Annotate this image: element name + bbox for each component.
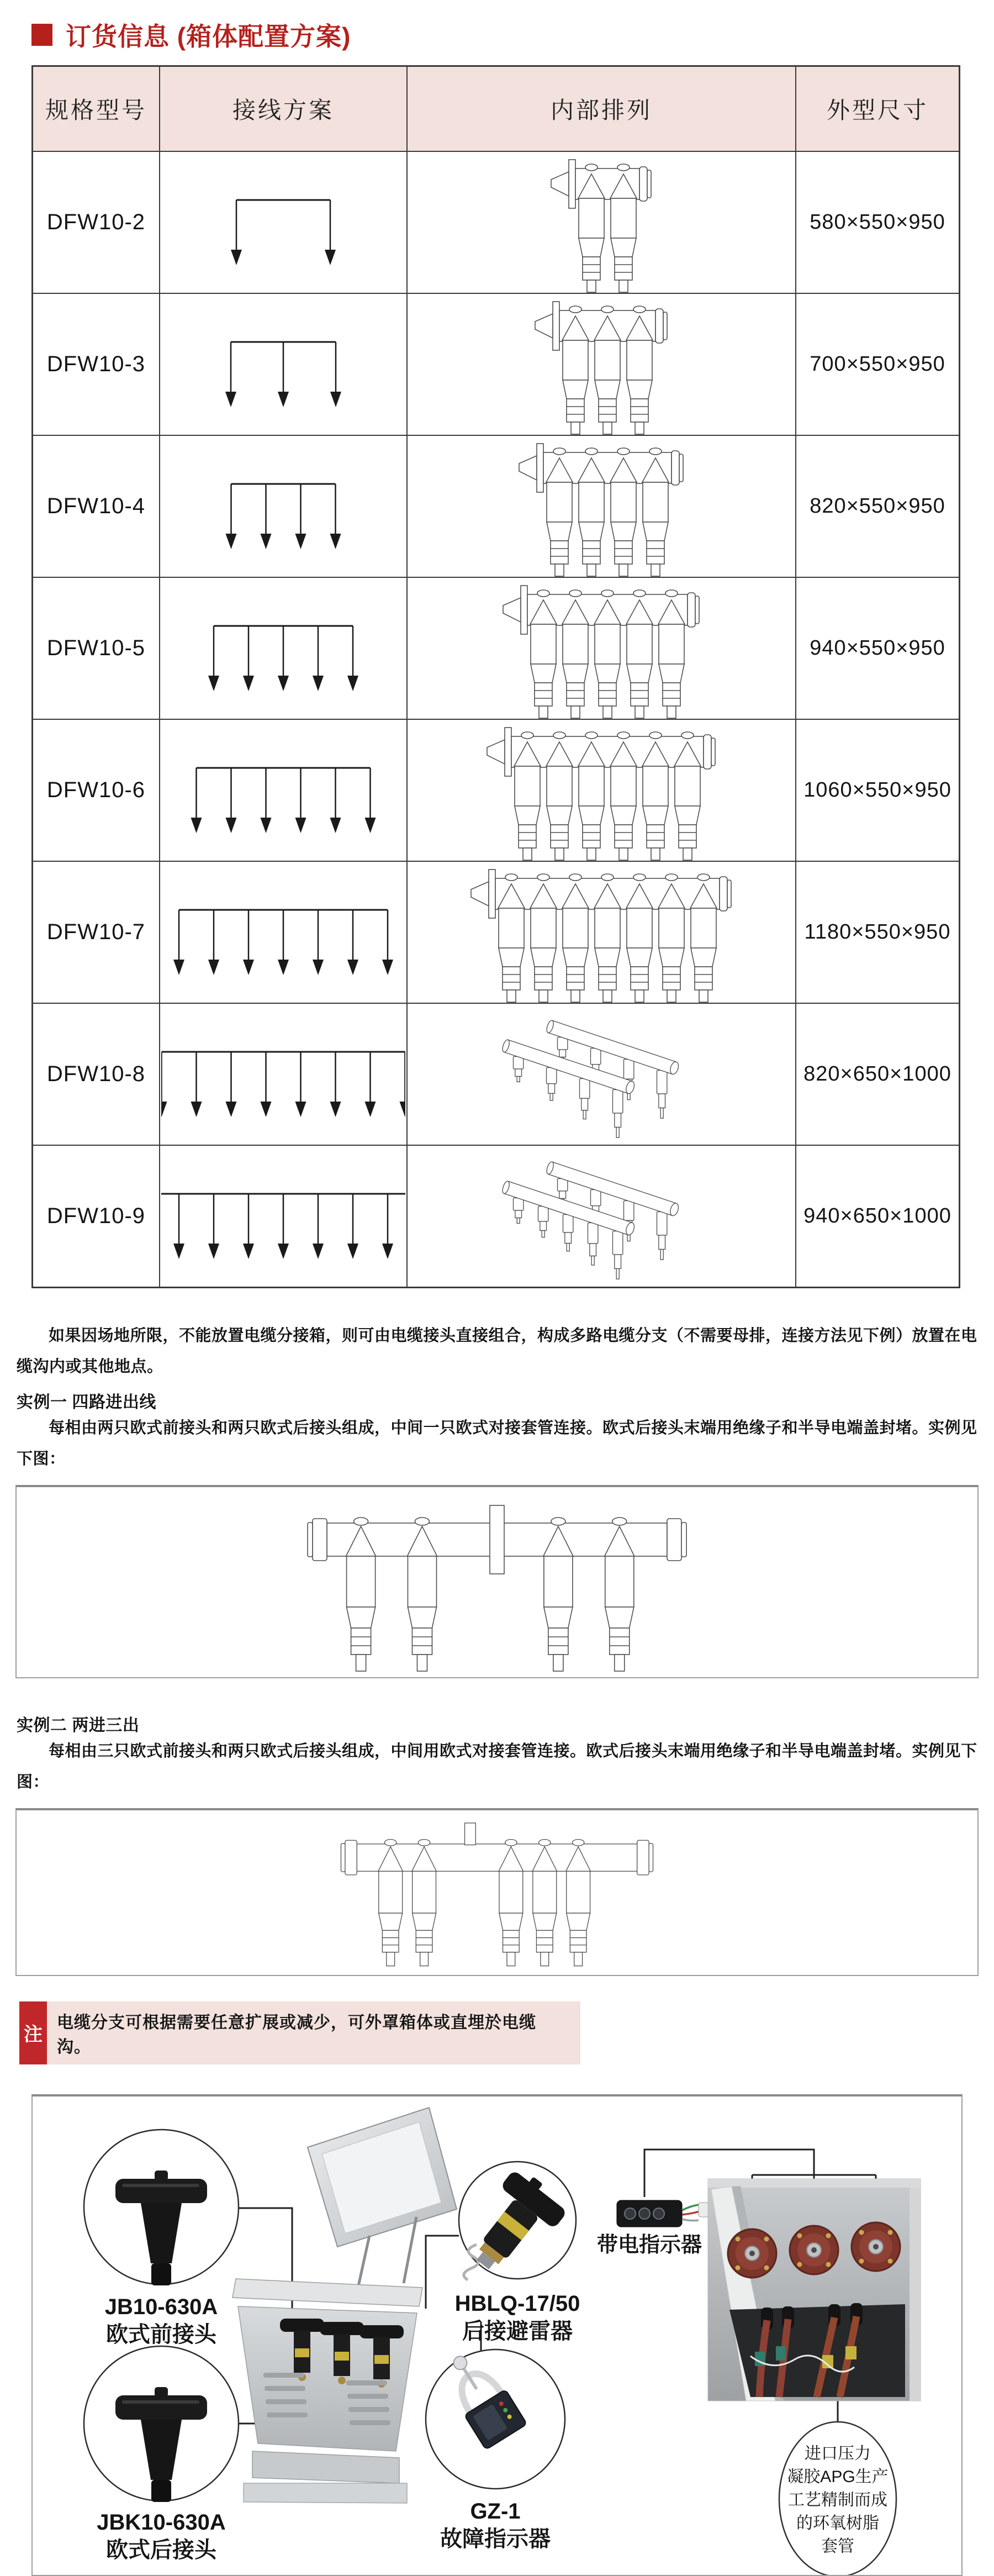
gz1-label: GZ-1 故障指示器 xyxy=(440,2499,551,2551)
example1-drawing xyxy=(287,1491,707,1673)
example1-figure xyxy=(15,1485,979,1678)
section-title-row xyxy=(31,17,994,53)
example1-title: 实例一 四路进出线 xyxy=(17,1393,156,1411)
arrangement-diagram xyxy=(408,436,795,577)
arrangement-diagram xyxy=(408,1005,795,1144)
col-header-wiring: 接线方案 xyxy=(160,66,407,152)
live-indicator-photo xyxy=(617,2200,717,2227)
col-header-model: 规格型号 xyxy=(33,66,160,152)
model-cell: DFW10-4 xyxy=(33,435,160,577)
wiring-scheme-cell xyxy=(160,435,407,577)
model-cell: DFW10-2 xyxy=(33,151,160,293)
hblq-label: HBLQ-17/50 后接避雷器 xyxy=(454,2291,580,2343)
table-row xyxy=(33,151,960,293)
dimensions-cell: 1060×550×950 xyxy=(796,719,960,861)
example2-title: 实例二 两进三出 xyxy=(17,1716,140,1735)
internal-arrangement-cell xyxy=(407,1003,796,1145)
table-header-row xyxy=(33,66,960,152)
table-row xyxy=(33,577,960,719)
wiring-scheme-cell xyxy=(160,151,407,293)
arrangement-diagram xyxy=(408,1147,795,1285)
dimensions-cell: 940×550×950 xyxy=(796,577,960,719)
internal-arrangement-cell xyxy=(407,1145,796,1287)
example2-figure xyxy=(15,1808,979,1976)
wiring-diagram xyxy=(160,578,406,718)
wiring-diagram xyxy=(160,862,406,1002)
model-cell: DFW10-9 xyxy=(33,1145,160,1287)
cabinet-interior-photo xyxy=(708,2179,921,2401)
wiring-scheme-cell xyxy=(160,861,407,1003)
bushing-label: 进口压力 凝胶APG生产 工艺精制而成 的环氧树脂 套管 xyxy=(787,2444,889,2556)
wiring-scheme-cell xyxy=(160,293,407,435)
arrangement-diagram xyxy=(408,720,795,861)
components-figure xyxy=(31,2094,963,2576)
model-cell: DFW10-3 xyxy=(33,293,160,435)
note-bar xyxy=(19,2001,580,2064)
dimensions-cell: 580×550×950 xyxy=(796,151,960,293)
table-row xyxy=(33,1003,960,1145)
arrangement-diagram xyxy=(408,862,795,1003)
spec-table-body xyxy=(33,151,960,1287)
table-row xyxy=(33,861,960,1003)
table-row xyxy=(33,435,960,577)
internal-arrangement-cell xyxy=(407,151,796,293)
dimensions-cell: 820×650×1000 xyxy=(796,1003,960,1145)
wiring-diagram xyxy=(160,720,406,860)
jb10-label: JB10-630A 欧式前接头 xyxy=(104,2294,218,2347)
internal-arrangement-cell xyxy=(407,719,796,861)
model-cell: DFW10-6 xyxy=(33,719,160,861)
wiring-diagram xyxy=(160,294,406,434)
cabinet-illustration xyxy=(232,2108,457,2503)
note-badge: 注 xyxy=(19,2001,47,2064)
model-cell: DFW10-8 xyxy=(33,1003,160,1145)
catalog-page xyxy=(0,17,994,2564)
dimensions-cell: 820×550×950 xyxy=(796,435,960,577)
jbk10-label: JBK10-630A 欧式后接头 xyxy=(97,2510,226,2562)
table-row xyxy=(33,293,960,435)
example1-body: 每相由两只欧式前接头和两只欧式后接头组成，中间一只欧式对接套管连接。欧式后接头末端用绝缘子和半导电端盖封堵。实例见下图： xyxy=(17,1419,977,1468)
wiring-scheme-cell xyxy=(160,1003,407,1145)
wiring-diagram xyxy=(160,1004,406,1144)
page-title: 订货信息 (箱体配置方案) xyxy=(66,22,351,51)
internal-arrangement-cell xyxy=(407,577,796,719)
internal-arrangement-cell xyxy=(407,435,796,577)
arrangement-diagram xyxy=(408,152,795,293)
wiring-diagram xyxy=(160,1146,406,1286)
intro-paragraph: 如果因场地所限，不能放置电缆分接箱，则可由电缆接头直接组合，构成多路电缆分支（不需要母排，连接方法见下例）放置在电缆沟内或其他地点。 xyxy=(17,1326,977,1376)
arrangement-diagram xyxy=(408,578,795,719)
col-header-dimensions: 外型尺寸 xyxy=(796,66,960,152)
model-cell: DFW10-7 xyxy=(33,861,160,1003)
example2-drawing xyxy=(324,1818,670,1968)
wiring-scheme-cell xyxy=(160,577,407,719)
table-row xyxy=(33,1145,960,1287)
wiring-diagram xyxy=(160,152,406,292)
wiring-diagram xyxy=(160,436,406,576)
internal-arrangement-cell xyxy=(407,293,796,435)
wiring-scheme-cell xyxy=(160,1145,407,1287)
note-text: 电缆分支可根据需要任意扩展或减少，可外罩箱体或直埋於电缆沟。 xyxy=(47,2001,580,2064)
arrangement-diagram xyxy=(408,294,795,435)
title-square-icon xyxy=(31,24,52,46)
col-header-arrangement: 内部排列 xyxy=(407,66,796,152)
epoxy-bushings xyxy=(728,2222,900,2278)
wiring-scheme-cell xyxy=(160,719,407,861)
example2-body: 每相由三只欧式前接头和两只欧式后接头组成，中间用欧式对接套管连接。欧式后接头末端用绝缘子和半导电端盖封堵。实例见下图： xyxy=(17,1742,977,1792)
dimensions-cell: 700×550×950 xyxy=(796,293,960,435)
dimensions-cell: 940×650×1000 xyxy=(796,1145,960,1287)
dimensions-cell: 1180×550×950 xyxy=(796,861,960,1003)
model-cell: DFW10-5 xyxy=(33,577,160,719)
table-row xyxy=(33,719,960,861)
internal-arrangement-cell xyxy=(407,861,796,1003)
live-indicator-label: 带电指示器 xyxy=(596,2233,702,2257)
spec-table xyxy=(31,65,960,1288)
